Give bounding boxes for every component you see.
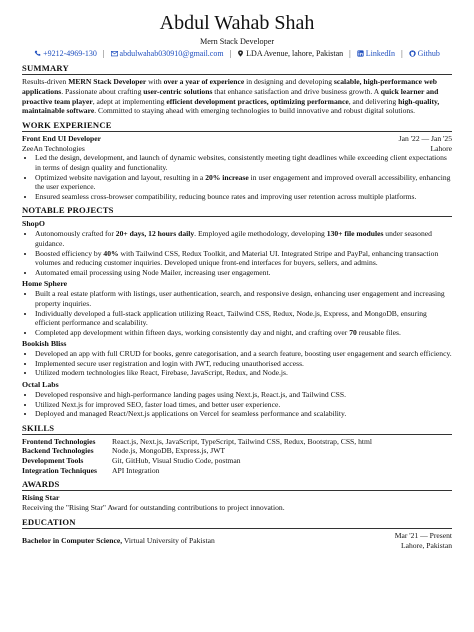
award-text: Receiving the "Rising Star" Award for outstanding contributions to project innovation. (22, 503, 285, 513)
job-role: Front End UI Developer (22, 134, 101, 144)
emphasis-text: efficient development practices, optimizing performance (166, 96, 349, 106)
emphasis-text: user-centric solutions (143, 86, 213, 96)
text-run: Completed app development within fifteen days, working consistently day and night, and crafting over (35, 327, 350, 337)
phone-text: +9212-4969-130 (43, 49, 97, 58)
job-dates: Jan '22 — Jan '25 (398, 134, 452, 144)
award-title: Rising Star (22, 493, 60, 503)
project-title: Home Sphere (22, 279, 68, 289)
bullet-item (35, 173, 452, 192)
summary-text (22, 77, 452, 116)
location-icon (237, 50, 244, 57)
project-bookish-bliss (22, 339, 452, 378)
bullet-item (35, 192, 452, 202)
education-degree-line (22, 531, 215, 546)
github-text: Github (417, 49, 440, 58)
bullet-item (35, 153, 452, 172)
education-section (22, 517, 452, 550)
email-icon (111, 50, 118, 57)
job-location: Lahore (430, 143, 452, 153)
education-location: Lahore, Pakistan (400, 540, 452, 550)
skill-row (22, 446, 452, 456)
projects-section (22, 205, 452, 419)
skill-row (22, 437, 452, 447)
project-bullets (22, 289, 452, 337)
contact-bar (22, 48, 452, 59)
text-run: Boosted efficiency by (35, 248, 104, 258)
separator: | (229, 49, 232, 58)
bullet-item (35, 368, 452, 378)
text-run: , adept at implementing (92, 96, 167, 106)
text-run: . Employed agile methodology, developing (194, 229, 327, 239)
text-run: in designing and developing (244, 77, 334, 86)
skill-values: API Integration (112, 465, 160, 475)
text-run: Deployed and managed React/Next.js applications on Vercel for seamless performance and scalability. (35, 409, 347, 419)
degree: Bachelor in Computer Science, (22, 536, 123, 546)
text-run: Autonomously crafted for (35, 229, 116, 239)
section-heading: EDUCATION (22, 517, 452, 529)
text-run: with Tailwind CSS, Redux Toolkit, and Material UI. Integrated Stripe and PayPal, enhancing transaction volumes and reducing customer inquiries. Developed unique front-end interfaces for buyers, sellers, and admins. (35, 248, 439, 268)
job-company: ZeeAn Technologies (22, 143, 85, 153)
project-title: ShopO (22, 219, 45, 229)
github-icon (409, 50, 416, 57)
bullet-item (35, 229, 452, 248)
separator: | (401, 49, 403, 58)
separator: | (349, 49, 351, 58)
bullet-item (35, 359, 452, 369)
emphasis-text: over a year of experience (163, 77, 245, 86)
section-heading: AWARDS (22, 479, 452, 491)
text-run: Ensured seamless cross-browser compatibility, reducing bounce rates and improving user retention across multiple platforms. (35, 191, 417, 201)
location (237, 48, 343, 59)
section-heading: WORK EXPERIENCE (22, 120, 452, 132)
linkedin-text: LinkedIn (365, 49, 396, 58)
bullet-item (35, 268, 452, 278)
skill-values: React.js, Next.js, JavaScript, TypeScript, Tailwind CSS, Redux, Bootstrap, CSS, html (112, 436, 373, 446)
linkedin-icon (357, 50, 364, 57)
text-run: . Passionate about crafting (61, 86, 144, 96)
project-bullets (22, 390, 452, 419)
project-title: Bookish Bliss (22, 339, 67, 349)
skill-row (22, 456, 452, 466)
skill-category: Frontend Technologies (22, 436, 96, 446)
education-entry (22, 531, 452, 550)
text-run: that enhance satisfaction and drive business growth. A (212, 86, 381, 96)
emphasis-text: 130+ file modules (326, 229, 384, 239)
candidate-name: Abdul Wahab Shah (159, 12, 315, 34)
text-run: under seasoned guidance. (35, 229, 432, 248)
job-bullets (22, 153, 452, 201)
phone-link[interactable] (34, 48, 97, 59)
text-run: Individually developed a full-stack application utilizing React, Tailwind CSS, Redux, Node.js, Express, and MongoDB, ensuring efficient performance and scalability. (35, 308, 427, 328)
text-run: Led the design, development, and launch of dynamic websites, consistently meeting tight deadlines while exceeding client expectations in terms of design quality and functionality. (35, 153, 447, 172)
text-run: Results-driven (22, 77, 69, 86)
skill-category: Development Tools (22, 456, 84, 466)
project-shopo (22, 219, 452, 277)
job-header (22, 134, 452, 144)
bullet-item (35, 390, 452, 400)
text-run: Built a real estate platform with listings, user authentication, search, and responsive design, enhancing user engagement and increasing property inquiries. (35, 289, 445, 308)
project-title: Octal Labs (22, 380, 59, 390)
emphasis-text: scalable, high-performance web applications (22, 77, 438, 96)
text-run: reusable files. (356, 327, 401, 337)
text-run: Implemented secure user registration and login with JWT, reducing unauthorised access. (35, 358, 304, 368)
education-meta (395, 531, 452, 550)
skill-category: Integration Techniques (22, 465, 97, 475)
awards-section (22, 479, 452, 513)
bullet-item (35, 309, 452, 328)
emphasis-text: 40% (103, 248, 119, 258)
text-run: , and delivering (348, 96, 399, 106)
phone-icon (34, 50, 41, 57)
text-run: in user engagement and improved overall accessibility, enhancing the user experience. (35, 172, 451, 192)
bullet-item (35, 409, 452, 419)
emphasis-text: 70 (349, 327, 357, 337)
linkedin-link[interactable] (357, 48, 395, 59)
skills-section (22, 423, 452, 475)
text-run: Automated email processing using Node Mailer, increasing user engagement. (35, 267, 271, 277)
emphasis-text: 20% increase (205, 172, 249, 182)
section-heading: NOTABLE PROJECTS (22, 205, 452, 217)
skill-values: Node.js, MongoDB, Express.js, JWT (112, 446, 226, 456)
experience-section (22, 120, 452, 201)
location-text: LDA Avenue, lahore, Pakistan (246, 49, 344, 58)
emphasis-text: 20+ days, 12 hours daily (115, 229, 195, 239)
emphasis-text: MERN Stack Developer (68, 77, 147, 86)
project-home-sphere (22, 279, 452, 337)
skill-category: Backend Technologies (22, 446, 94, 456)
email-link[interactable] (111, 48, 224, 59)
text-run: . Committed to staying ahead with emerging technologies to build innovative and robust digital solutions. (94, 106, 416, 116)
text-run: Optimized website navigation and layout, resulting in a (35, 172, 206, 182)
summary-section (22, 63, 452, 116)
section-heading: SKILLS (22, 423, 452, 435)
emphasis-text: high-quality, maintainable software (22, 96, 440, 116)
section-heading: SUMMARY (22, 63, 452, 75)
skill-values: Git, GitHub, Visual Studio Code, postman (112, 456, 241, 466)
job-title: Mern Stack Developer (199, 37, 275, 46)
project-octal-labs (22, 380, 452, 419)
bullet-item (35, 249, 452, 268)
education-dates: Mar '21 — Present (394, 531, 452, 541)
project-bullets (22, 229, 452, 277)
skill-row (22, 466, 452, 476)
text-run: Utilized Next.js for improved SEO, faster load times, and better user experience. (35, 399, 281, 409)
bullet-item (35, 349, 452, 359)
bullet-item (35, 400, 452, 410)
school: Virtual University of Pakistan (122, 536, 215, 546)
emphasis-text: quick learner and proactive team player (22, 86, 439, 106)
text-run: with (146, 77, 164, 86)
project-bullets (22, 349, 452, 378)
bullet-item (35, 328, 452, 338)
bullet-item (35, 289, 452, 308)
text-run: Developed responsive and high-performance landing pages using Next.js, React.js, and Tailwind CSS. (35, 390, 347, 400)
job-subheader (22, 144, 452, 154)
text-run: Developed an app with full CRUD for books, genre categorisation, and a search feature, boosting user engagement and search efficiency. (35, 349, 452, 359)
email-text: abdulwahab030910@gmail.com (119, 49, 224, 58)
github-link[interactable] (409, 48, 440, 59)
text-run: Utilized modern technologies like React, Firebase, JavaScript, Redux, and Node.js. (35, 368, 288, 378)
separator: | (102, 49, 105, 58)
